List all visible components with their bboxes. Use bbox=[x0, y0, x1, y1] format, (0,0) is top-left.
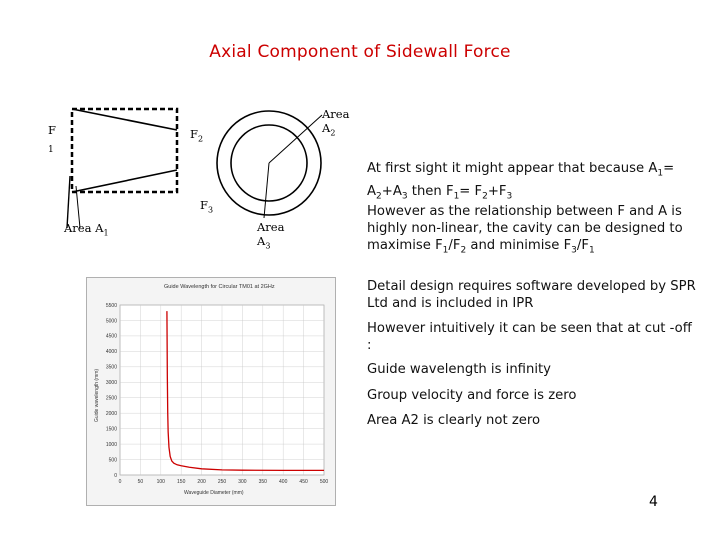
y-tick-label: 3500 bbox=[105, 364, 117, 371]
cone-bottom-edge bbox=[72, 170, 177, 192]
y-tick-label: 3000 bbox=[105, 380, 117, 387]
chart-xlabel: Waveguide Diameter (mm) bbox=[184, 490, 244, 496]
x-tick-label: 100 bbox=[156, 479, 165, 485]
label-f1: F bbox=[48, 123, 56, 137]
chart-title: Guide Wavelength for Circular TM01 at 2GHz bbox=[164, 284, 275, 290]
y-tick-label: 2000 bbox=[105, 410, 117, 417]
label-f2: $F_2$ bbox=[190, 127, 204, 144]
label-area-a2: Area $A_2$ bbox=[322, 107, 350, 138]
label-f1-subscript: 1 bbox=[48, 145, 54, 155]
x-tick-label: 150 bbox=[177, 479, 186, 485]
paragraph-guide-wavelength: Guide wavelength is infinity bbox=[367, 362, 551, 377]
y-tick-label: 1000 bbox=[105, 441, 117, 448]
chart-ylabel: Guide wavelength (mm) bbox=[94, 368, 100, 422]
label-f3: $F_3$ bbox=[200, 198, 214, 215]
x-tick-label: 450 bbox=[299, 479, 308, 485]
slide-title: Axial Component of Sidewall Force bbox=[209, 42, 511, 62]
area-a2-pointer bbox=[269, 115, 322, 163]
page-number: 4 bbox=[649, 494, 658, 510]
label-area-a3: Area $A_3$ bbox=[257, 220, 285, 251]
cone-top-edge bbox=[72, 109, 177, 130]
y-tick-label: 0 bbox=[114, 472, 117, 479]
x-tick-label: 400 bbox=[279, 479, 288, 485]
y-tick-label: 5500 bbox=[105, 302, 117, 309]
paragraph-non-linear: However as the relationship between F and A is highly non-linear, the cavity can be designed to maximise $F_1/F_2$ and minimise $F_3/F_1$ bbox=[367, 204, 683, 256]
y-tick-label: 2500 bbox=[105, 395, 117, 402]
x-tick-label: 0 bbox=[118, 479, 122, 485]
x-tick-label: 300 bbox=[238, 479, 247, 485]
paragraph-cut-off: However intuitively it can be seen that at cut -off : bbox=[367, 321, 692, 353]
x-tick-label: 250 bbox=[217, 479, 227, 485]
label-area-a1: Area $A_1$ bbox=[64, 221, 109, 238]
guide-wavelength-chart bbox=[86, 277, 336, 506]
x-tick-label: 500 bbox=[319, 479, 329, 485]
y-tick-label: 500 bbox=[108, 457, 117, 464]
x-tick-label: 200 bbox=[197, 479, 206, 485]
x-tick-label: 50 bbox=[137, 479, 144, 485]
dashed-cavity-outline bbox=[72, 109, 177, 192]
paragraph-group-velocity: Group velocity and force is zero bbox=[367, 388, 577, 403]
y-tick-label: 5000 bbox=[105, 318, 117, 325]
paragraph-area-a2: Area A2 is clearly not zero bbox=[367, 413, 541, 428]
paragraph-detail-design: Detail design requires software developed by SPR Ltd and is included in IPR bbox=[367, 279, 696, 311]
y-tick-label: 4500 bbox=[105, 333, 117, 340]
paragraph-first-sight: At first sight it might appear that because $A_1= A_2+A_3$ then $F_1= F_2+F_3$ bbox=[367, 161, 675, 202]
y-tick-label: 1500 bbox=[105, 426, 117, 433]
x-tick-label: 350 bbox=[258, 479, 267, 485]
y-tick-label: 4000 bbox=[105, 349, 117, 356]
area-a3-pointer bbox=[264, 163, 269, 218]
